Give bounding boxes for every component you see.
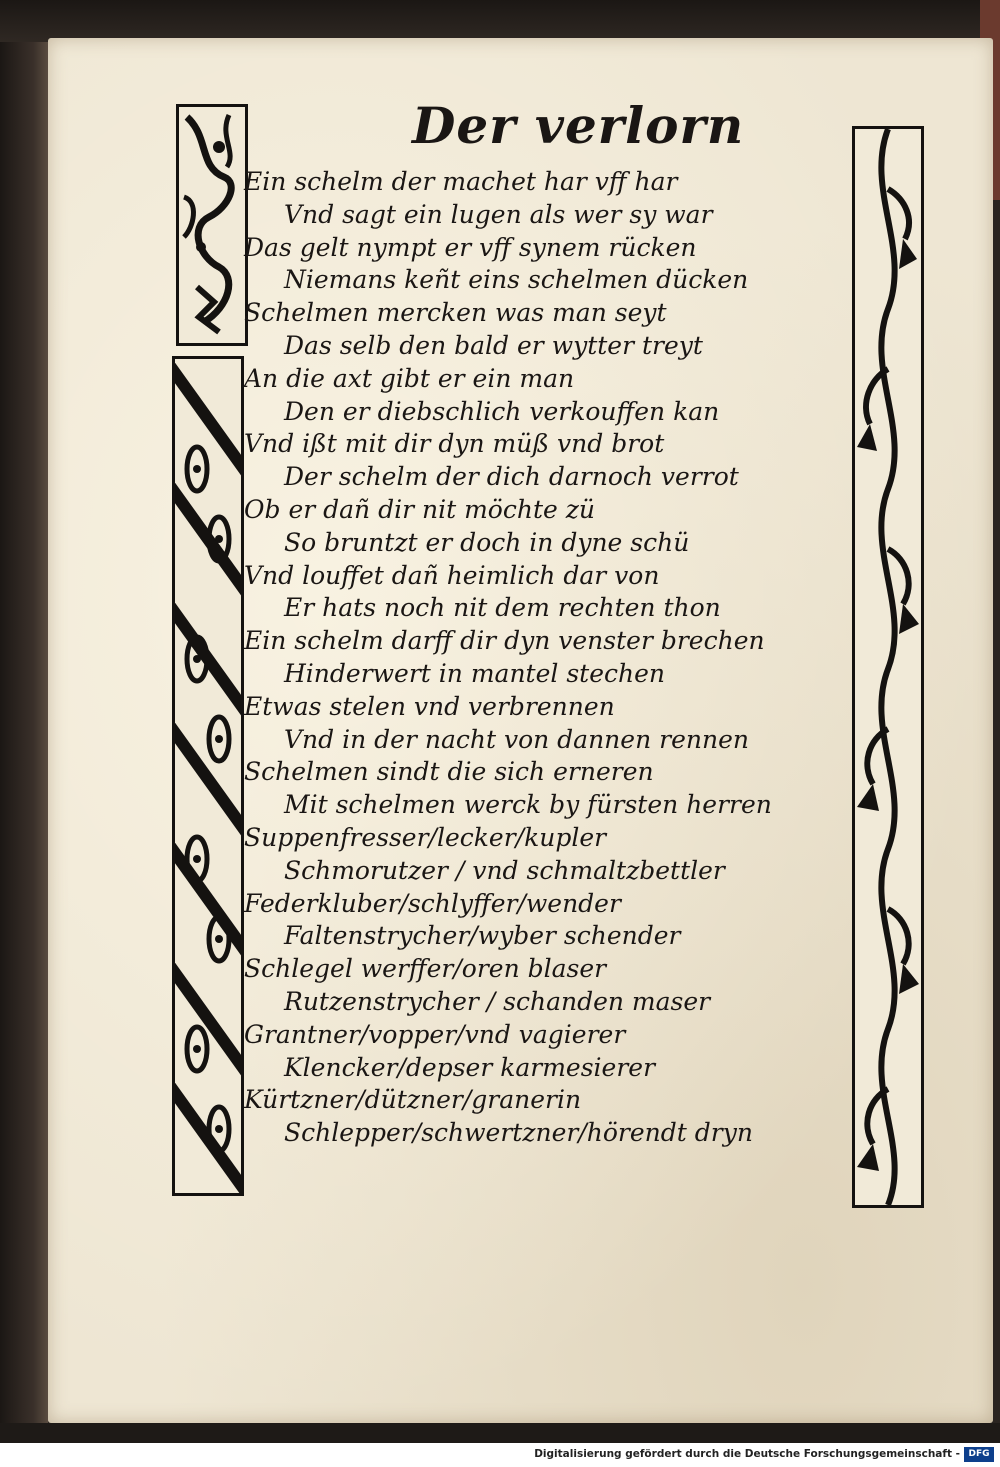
verse-line: Rutzenstrycher / schanden maser — [284, 986, 711, 1016]
verse-line: Den er diebschlich verkouffen kan — [284, 396, 720, 426]
verse-line: Schlepper/schwertzner/hörendt dryn — [284, 1118, 753, 1148]
verse-line: Er hats noch nit dem rechten thon — [284, 593, 721, 623]
verse-line: Grantner/vopper/vnd vagierer — [244, 1019, 626, 1049]
verse-line: Ein schelm darff dir dyn venster brechen — [244, 626, 765, 656]
verse-line: Schelmen sindt die sich erneren — [244, 757, 654, 787]
verse-line: Schlegel werffer/oren blaser — [244, 954, 607, 984]
woodcut-border-right — [852, 126, 924, 1208]
book-spine-edge — [0, 0, 48, 1440]
verse-line: Schmorutzer / vnd schmaltzbettler — [284, 855, 725, 885]
verse-line: Der schelm der dich darnoch verrot — [284, 462, 739, 492]
page-heading: Der verlorn — [412, 96, 745, 155]
verse-line: So bruntzt er doch in dyne schü — [284, 527, 690, 557]
verse-line: Federkluber/schlyffer/wender — [244, 888, 621, 918]
dfg-logo: DFG — [964, 1447, 994, 1462]
verse-line: Ein schelm der machet har vff har — [244, 167, 678, 196]
verse-line: An die axt gibt er ein man — [244, 363, 575, 393]
verse-line: Das selb den bald er wytter treyt — [284, 330, 703, 360]
book-top-edge — [0, 0, 1000, 42]
footer — [0, 1445, 1000, 1467]
scan-bottom-edge — [0, 1423, 1000, 1443]
verse-line: Hinderwert in mantel stechen — [284, 658, 665, 688]
verse-line: Suppenfresser/lecker/kupler — [244, 822, 607, 852]
verse-line: Mit schelmen werck by fürsten herren — [284, 790, 772, 820]
verse-text — [244, 166, 804, 1150]
verse-line: Das gelt nympt er vff synem rücken — [244, 232, 697, 262]
verse-line: Vnd louffet dañ heimlich dar von — [244, 560, 660, 590]
verse-line: Kürtzner/dützner/granerin — [244, 1085, 582, 1115]
verse-line: Ob er dañ dir nit möchte zü — [244, 494, 596, 524]
verse-line: Etwas stelen vnd verbrennen — [244, 691, 615, 721]
verse-line: Niemans keñt eins schelmen dücken — [284, 265, 749, 295]
verse-line: Vnd sagt ein lugen als wer sy war — [284, 199, 713, 229]
verse-line: Schelmen mercken was man seyt — [244, 298, 667, 328]
woodcut-border-top-left — [176, 104, 248, 346]
woodcut-border-bottom-left — [172, 356, 244, 1196]
verse-line: Faltenstrycher/wyber schender — [284, 921, 681, 951]
verse-line: Vnd ißt mit dir dyn müß vnd brot — [244, 429, 665, 459]
verse-line: Klencker/depser karmesierer — [284, 1052, 656, 1082]
verse-line: Vnd in der nacht von dannen rennen — [284, 724, 749, 754]
footer-credit-text: Digitalisierung gefördert durch die Deutsche Forschungsgemeinschaft - — [534, 1448, 960, 1460]
